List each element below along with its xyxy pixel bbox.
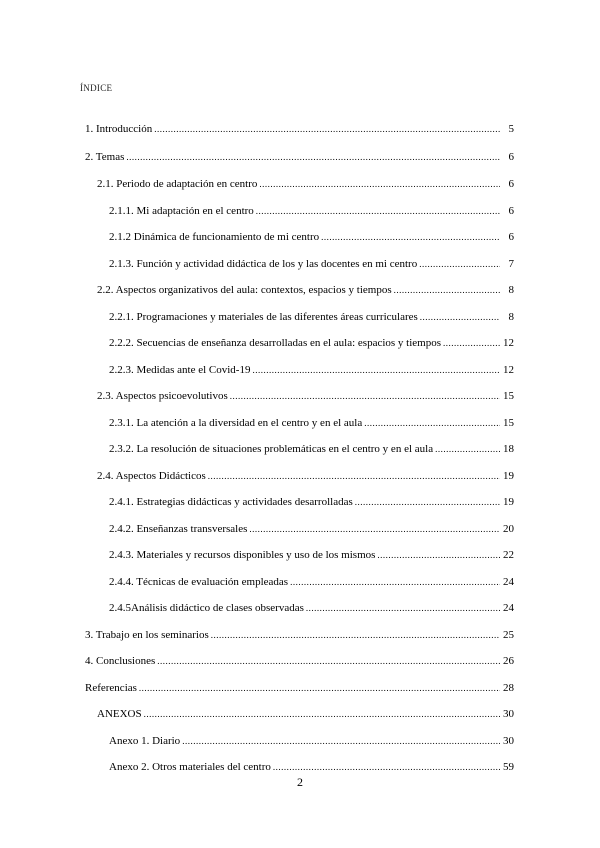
toc-entry-page: 7: [508, 258, 514, 270]
toc-entry[interactable]: [109, 203, 514, 219]
toc-entry[interactable]: [85, 653, 514, 669]
toc-entry[interactable]: [109, 494, 514, 510]
toc-entry-label: 2.4.3. Materiales y recursos disponibles y uso de los mismos: [109, 549, 376, 561]
dot-leader: [420, 309, 500, 325]
toc-entry[interactable]: [109, 309, 514, 325]
toc-entry-page: 8: [508, 284, 514, 296]
toc-entry[interactable]: [109, 335, 514, 351]
toc-entry-label: 2.1. Periodo de adaptación en centro: [97, 178, 258, 190]
toc-entry[interactable]: [109, 733, 514, 749]
toc-entry[interactable]: [109, 441, 514, 457]
toc-entry-page: 25: [503, 629, 514, 641]
toc-entry-page: 6: [508, 205, 514, 217]
toc-entry[interactable]: [109, 256, 514, 272]
dot-leader: [321, 229, 500, 245]
dot-leader: [273, 759, 500, 775]
toc-entry-page: 19: [503, 496, 514, 508]
toc-entry-label: 2.1.1. Mi adaptación en el centro: [109, 205, 254, 217]
toc-entry-label: 2.3. Aspectos psicoevolutivos: [97, 390, 228, 402]
dot-leader: [419, 256, 500, 272]
dot-leader: [377, 547, 500, 563]
dot-leader: [211, 627, 500, 643]
toc-entry-page: 18: [503, 443, 514, 455]
toc-entry-page: 6: [508, 231, 514, 243]
dot-leader: [435, 441, 500, 457]
toc-entry[interactable]: [97, 468, 514, 484]
toc-entry-label: 2.2. Aspectos organizativos del aula: contextos, espacios y tiempos: [97, 284, 392, 296]
dot-leader: [144, 706, 500, 722]
toc-entry[interactable]: [109, 415, 514, 431]
dot-leader: [306, 600, 500, 616]
toc-entry-page: 30: [503, 735, 514, 747]
toc-entry-page: 26: [503, 655, 514, 667]
toc-entry[interactable]: [109, 574, 514, 590]
toc-heading: ÍNDICE: [80, 83, 113, 93]
toc-entry[interactable]: [109, 600, 514, 616]
toc-entry-page: 28: [503, 682, 514, 694]
toc-entry[interactable]: [109, 521, 514, 537]
toc-entry-label: 3. Trabajo en los seminarios: [85, 629, 209, 641]
toc-entry[interactable]: [85, 627, 514, 643]
toc-entry[interactable]: [97, 706, 514, 722]
toc-entry-label: 2.2.2. Secuencias de enseñanza desarrolladas en el aula: espacios y tiempos: [109, 337, 442, 349]
toc-entry[interactable]: [97, 388, 514, 404]
toc-entry-page: 5: [508, 123, 514, 135]
toc-entry[interactable]: [85, 680, 514, 696]
dot-leader: [154, 121, 500, 137]
toc-entry-label: 2.2.3. Medidas ante el Covid-19: [109, 364, 251, 376]
toc-entry-label: 1. Introducción: [85, 123, 153, 135]
toc-entry-label: 2.4.2. Enseñanzas transversales: [109, 523, 248, 535]
toc-entry[interactable]: [97, 282, 514, 298]
toc-entry-label: 2.2.1. Programaciones y materiales de las diferentes áreas curriculares: [109, 311, 418, 323]
dot-leader: [139, 680, 500, 696]
toc-entry-label: 2.4.5Análisis didáctico de clases observadas: [109, 602, 304, 614]
toc-entry-page: 19: [503, 470, 514, 482]
dot-leader: [290, 574, 500, 590]
toc-entry[interactable]: [109, 759, 514, 775]
toc-entry-label: 2.1.3. Función y actividad didáctica de los y las docentes en mi centro: [109, 258, 418, 270]
dot-leader: [157, 653, 500, 669]
toc-entry-label: 2.3.2. La resolución de situaciones problemáticas en el centro y en el aula: [109, 443, 434, 455]
toc-entry[interactable]: [85, 149, 514, 165]
toc-entry-label: 2. Temas: [85, 151, 125, 163]
toc-entry[interactable]: [97, 176, 514, 192]
toc-entry-page: 24: [503, 576, 514, 588]
page-number: 2: [297, 775, 303, 789]
toc-entry-label: 2.1.2 Dinámica de funcionamiento de mi centro: [109, 231, 320, 243]
toc-entry-page: 15: [503, 390, 514, 402]
toc-entry[interactable]: [109, 229, 514, 245]
toc-entry-page: 12: [503, 337, 514, 349]
toc-entry[interactable]: [109, 547, 514, 563]
toc-entry-page: 59: [503, 761, 514, 773]
dot-leader: [355, 494, 500, 510]
dot-leader: [126, 149, 500, 165]
toc-entry-label: ANEXOS: [97, 708, 142, 720]
toc-entry-page: 20: [503, 523, 514, 535]
toc-entry-label: Referencias: [85, 682, 137, 694]
toc-entry-label: 2.4. Aspectos Didácticos: [97, 470, 206, 482]
toc-entry-label: 2.4.1. Estrategias didácticas y actividades desarrolladas: [109, 496, 353, 508]
dot-leader: [256, 203, 500, 219]
toc-entry-page: 22: [503, 549, 514, 561]
dot-leader: [252, 362, 500, 378]
dot-leader: [230, 388, 500, 404]
toc-entry-page: 6: [508, 178, 514, 190]
toc-entry-page: 24: [503, 602, 514, 614]
toc-entry-page: 15: [503, 417, 514, 429]
toc-entry-page: 12: [503, 364, 514, 376]
toc-entry-label: Anexo 2. Otros materiales del centro: [109, 761, 271, 773]
toc-entry[interactable]: [85, 121, 514, 137]
toc-entry-page: 6: [508, 151, 514, 163]
toc-entry-page: 30: [503, 708, 514, 720]
dot-leader: [394, 282, 500, 298]
dot-leader: [259, 176, 500, 192]
dot-leader: [249, 521, 500, 537]
toc-entry-page: 8: [508, 311, 514, 323]
toc-entry-label: 2.3.1. La atención a la diversidad en el centro y en el aula: [109, 417, 363, 429]
toc-entry-label: 2.4.4. Técnicas de evaluación empleadas: [109, 576, 289, 588]
toc-entry-label: 4. Conclusiones: [85, 655, 156, 667]
dot-leader: [208, 468, 500, 484]
toc-entry-label: Anexo 1. Diario: [109, 735, 181, 747]
toc-entry[interactable]: [109, 362, 514, 378]
dot-leader: [182, 733, 500, 749]
dot-leader: [364, 415, 500, 431]
dot-leader: [443, 335, 500, 351]
